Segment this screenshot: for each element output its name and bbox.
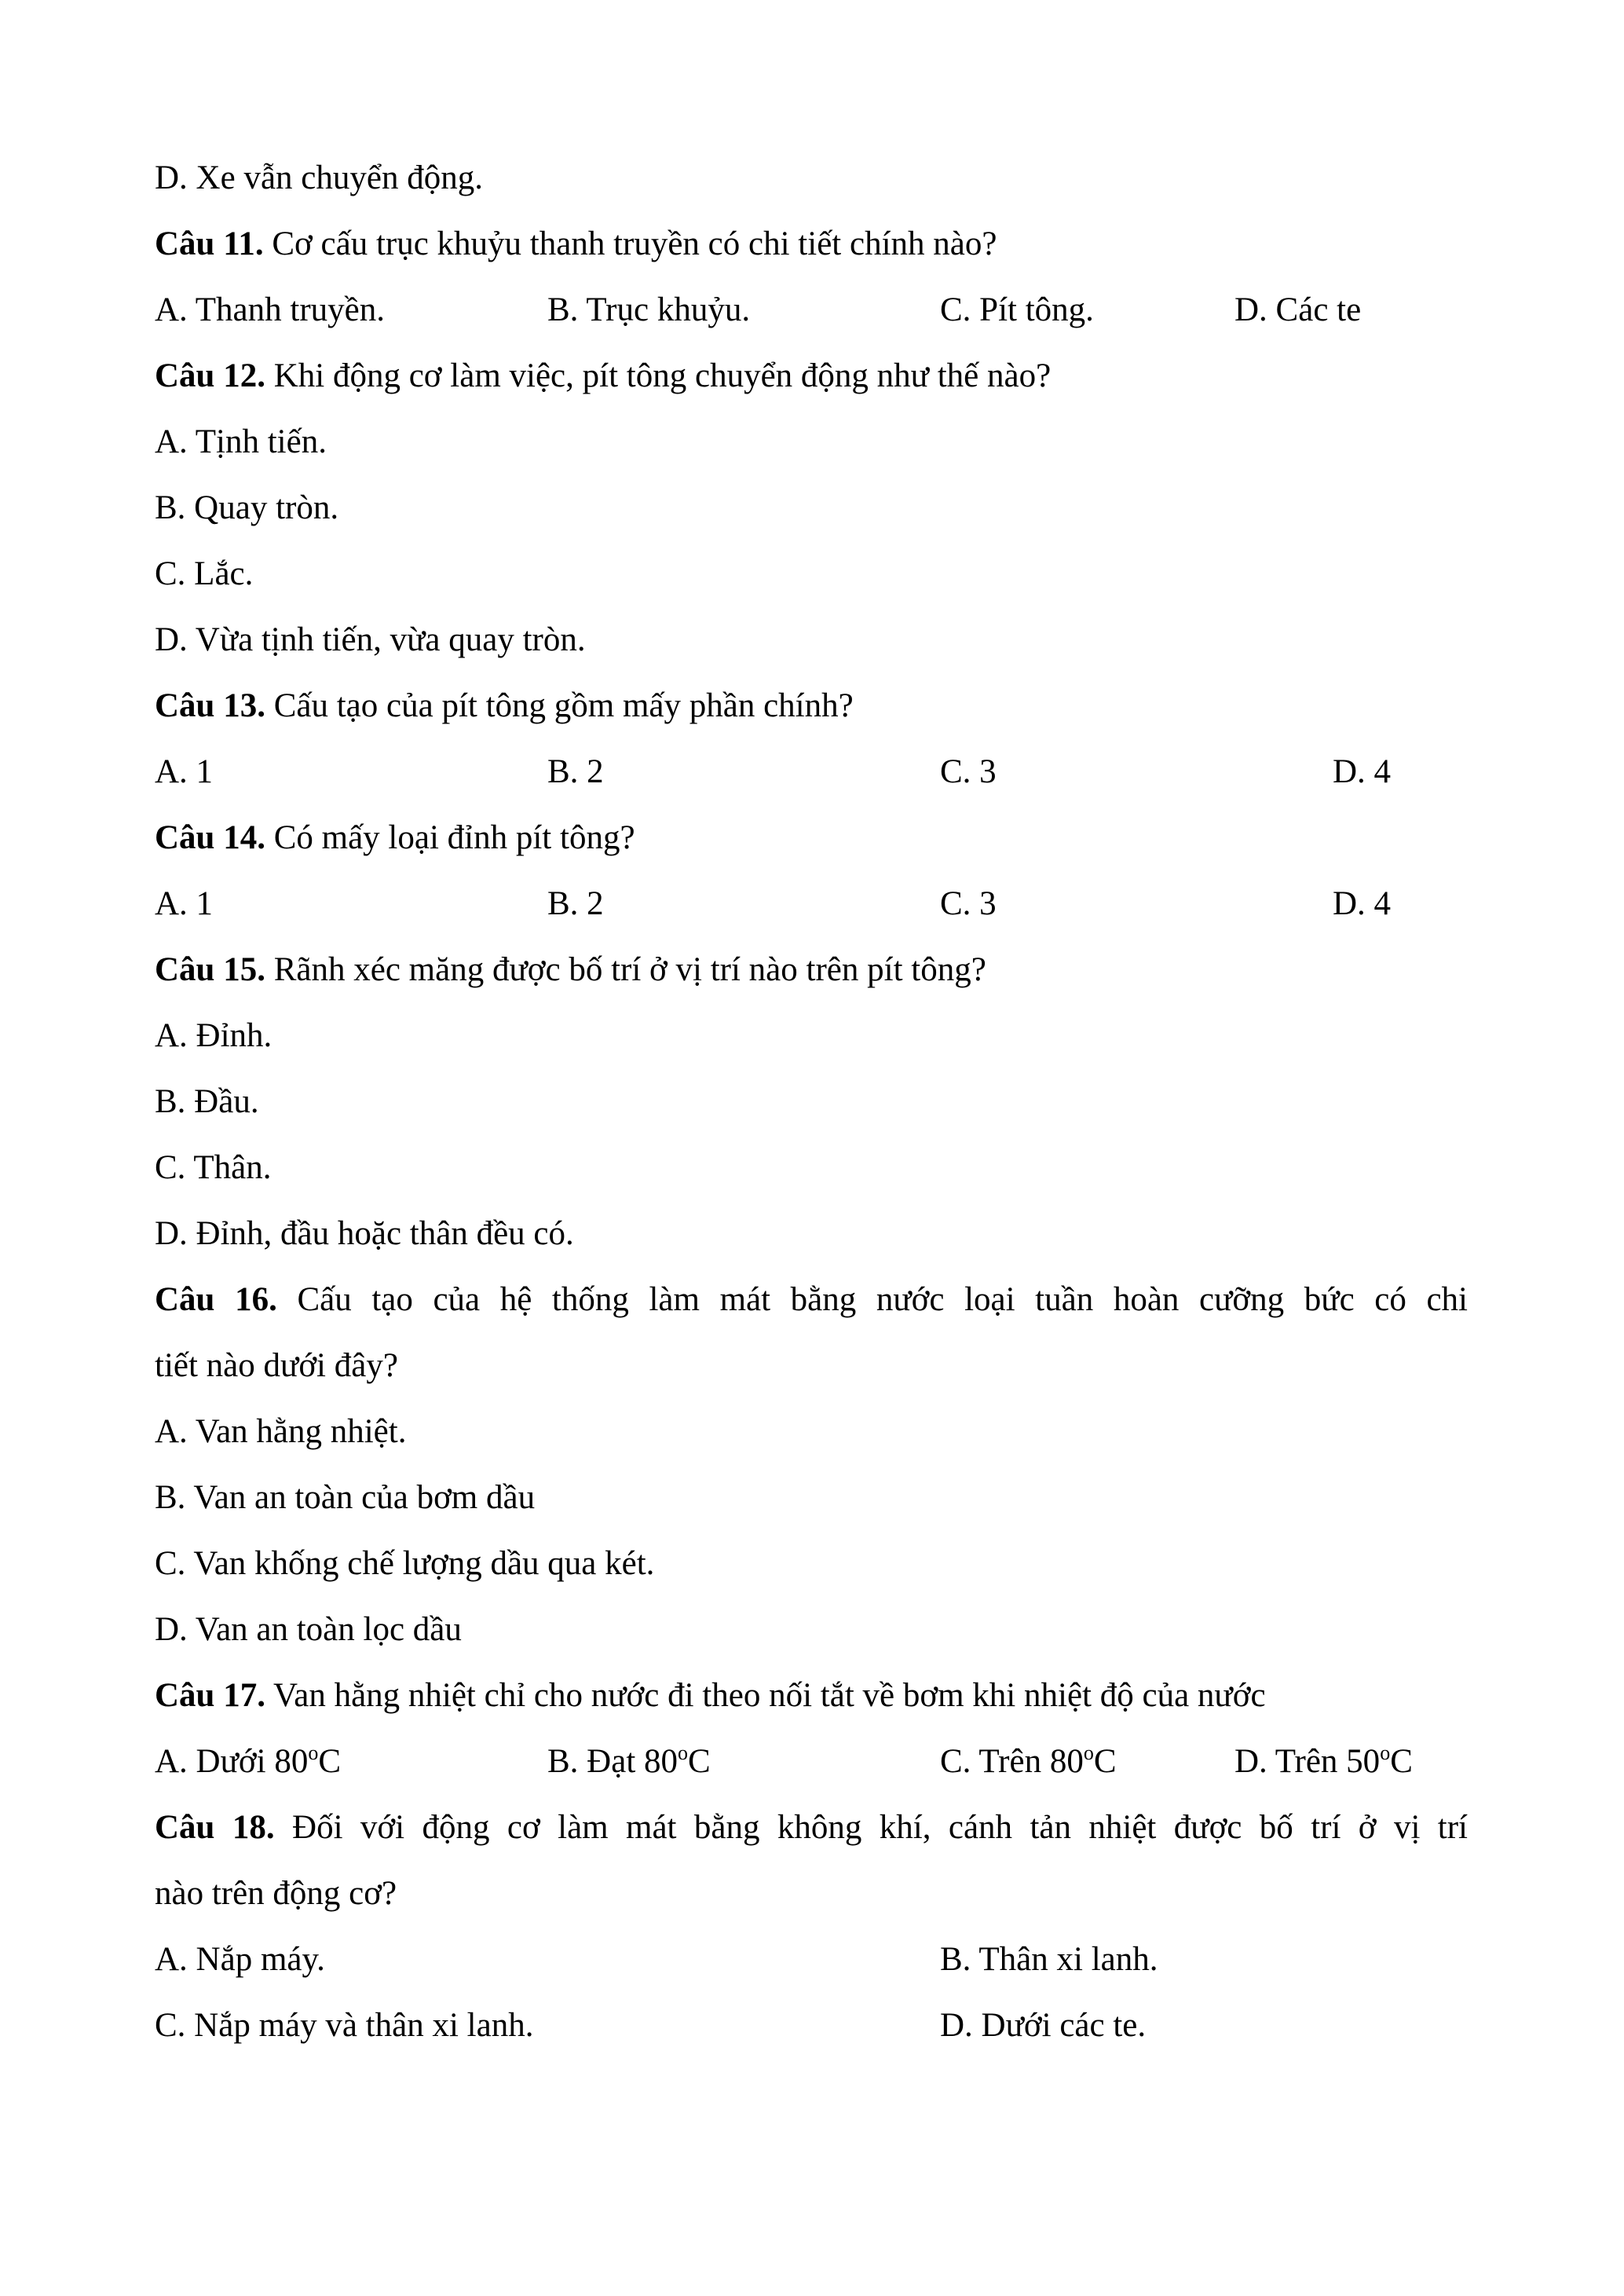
question-14-text: Có mấy loại đỉnh pít tông? xyxy=(265,819,635,856)
q14-option-a: A. 1 xyxy=(155,885,214,922)
q13-option-c: C. 3 xyxy=(940,753,997,790)
q17-option-c-value: C. Trên 80 xyxy=(940,1743,1084,1780)
q16-option-d: D. Van an toàn lọc dầu xyxy=(155,1611,462,1648)
q17-option-a xyxy=(155,1738,341,1785)
q15-option-c: C. Thân. xyxy=(155,1149,272,1186)
question-16-text-line2: tiết nào dưới đây? xyxy=(155,1347,398,1384)
q18-option-d: D. Dưới các te. xyxy=(940,2007,1147,2044)
question-15-label: Câu 15. xyxy=(155,951,265,988)
q17-option-d xyxy=(1234,1738,1413,1785)
q17-option-b-value: B. Đạt 80 xyxy=(547,1743,678,1780)
q17-option-b xyxy=(547,1738,711,1785)
q17-option-d-unit: C xyxy=(1390,1743,1413,1780)
q15-option-a: A. Đỉnh. xyxy=(155,1017,272,1054)
q13-option-a: A. 1 xyxy=(155,753,214,790)
question-11-text: Cơ cấu trục khuỷu thanh truyền có chi tiết chính nào? xyxy=(263,225,997,262)
q14-option-d: D. 4 xyxy=(1333,885,1392,922)
question-14-label: Câu 14. xyxy=(155,819,265,856)
q11-option-a: A. Thanh truyền. xyxy=(155,291,385,328)
question-11 xyxy=(155,221,997,268)
question-18-label: Câu 18. xyxy=(155,1809,275,1846)
question-14 xyxy=(155,815,635,862)
question-15 xyxy=(155,947,986,994)
q12-option-d: D. Vừa tịnh tiến, vừa quay tròn. xyxy=(155,621,586,658)
q18-option-a: A. Nắp máy. xyxy=(155,1941,325,1978)
q13-option-b: B. 2 xyxy=(547,753,604,790)
q15-option-d: D. Đỉnh, đầu hoặc thân đều có. xyxy=(155,1215,574,1252)
question-16-label: Câu 16. xyxy=(155,1281,277,1318)
q17-option-a-unit: C xyxy=(318,1743,342,1780)
q18-option-b: B. Thân xi lanh. xyxy=(940,1941,1158,1978)
question-16-text-line1: Cấu tạo của hệ thống làm mát bằng nước loại tuần hoàn cưỡng bức có chi xyxy=(297,1281,1468,1318)
q11-option-c: C. Pít tông. xyxy=(940,291,1094,328)
question-12-text: Khi động cơ làm việc, pít tông chuyển động như thế nào? xyxy=(265,357,1052,394)
question-13-text: Cấu tạo của pít tông gồm mấy phần chính? xyxy=(265,687,854,724)
q18-option-c: C. Nắp máy và thân xi lanh. xyxy=(155,2007,534,2044)
q12-option-b: B. Quay tròn. xyxy=(155,489,339,526)
q11-option-b: B. Trục khuỷu. xyxy=(547,291,751,328)
q16-option-b: B. Van an toàn của bơm dầu xyxy=(155,1479,536,1516)
q17-option-d-value: D. Trên 50 xyxy=(1234,1743,1381,1780)
q15-option-b: B. Đầu. xyxy=(155,1083,259,1120)
question-17-text: Van hằng nhiệt chỉ cho nước đi theo nối tắt về bơm khi nhiệt độ của nước xyxy=(265,1677,1266,1714)
question-18-text-line1: Đối với động cơ làm mát bằng không khí, cánh tản nhiệt được bố trí ở vị trí xyxy=(292,1809,1468,1846)
question-12-label: Câu 12. xyxy=(155,357,265,394)
q17-option-c-unit: C xyxy=(1093,1743,1117,1780)
q12-option-c: C. Lắc. xyxy=(155,555,254,592)
question-18 xyxy=(155,1804,1468,1851)
q10-option-d: D. Xe vẫn chuyển động. xyxy=(155,159,483,196)
question-13-label: Câu 13. xyxy=(155,687,265,724)
question-17 xyxy=(155,1672,1266,1719)
question-12 xyxy=(155,353,1051,400)
q16-option-c: C. Van khống chế lượng dầu qua két. xyxy=(155,1545,655,1582)
q14-option-c: C. 3 xyxy=(940,885,997,922)
q11-option-d: D. Các te xyxy=(1234,291,1362,328)
q14-option-b: B. 2 xyxy=(547,885,604,922)
q17-option-b-unit: C xyxy=(688,1743,711,1780)
question-11-label: Câu 11. xyxy=(155,225,264,262)
q16-option-a: A. Van hằng nhiệt. xyxy=(155,1413,407,1450)
q17-option-c xyxy=(940,1738,1117,1785)
degree-sup: o xyxy=(1083,1741,1094,1764)
q13-option-d: D. 4 xyxy=(1333,753,1392,790)
question-17-label: Câu 17. xyxy=(155,1677,265,1714)
question-15-text: Rãnh xéc măng được bố trí ở vị trí nào trên pít tông? xyxy=(265,951,986,988)
degree-sup: o xyxy=(1380,1741,1391,1764)
q12-option-a: A. Tịnh tiến. xyxy=(155,423,327,460)
q17-option-a-value: A. Dưới 80 xyxy=(155,1743,309,1780)
degree-sup: o xyxy=(678,1741,689,1764)
question-16 xyxy=(155,1276,1468,1324)
question-13 xyxy=(155,683,854,730)
degree-sup: o xyxy=(308,1741,319,1764)
question-18-text-line2: nào trên động cơ? xyxy=(155,1875,397,1912)
